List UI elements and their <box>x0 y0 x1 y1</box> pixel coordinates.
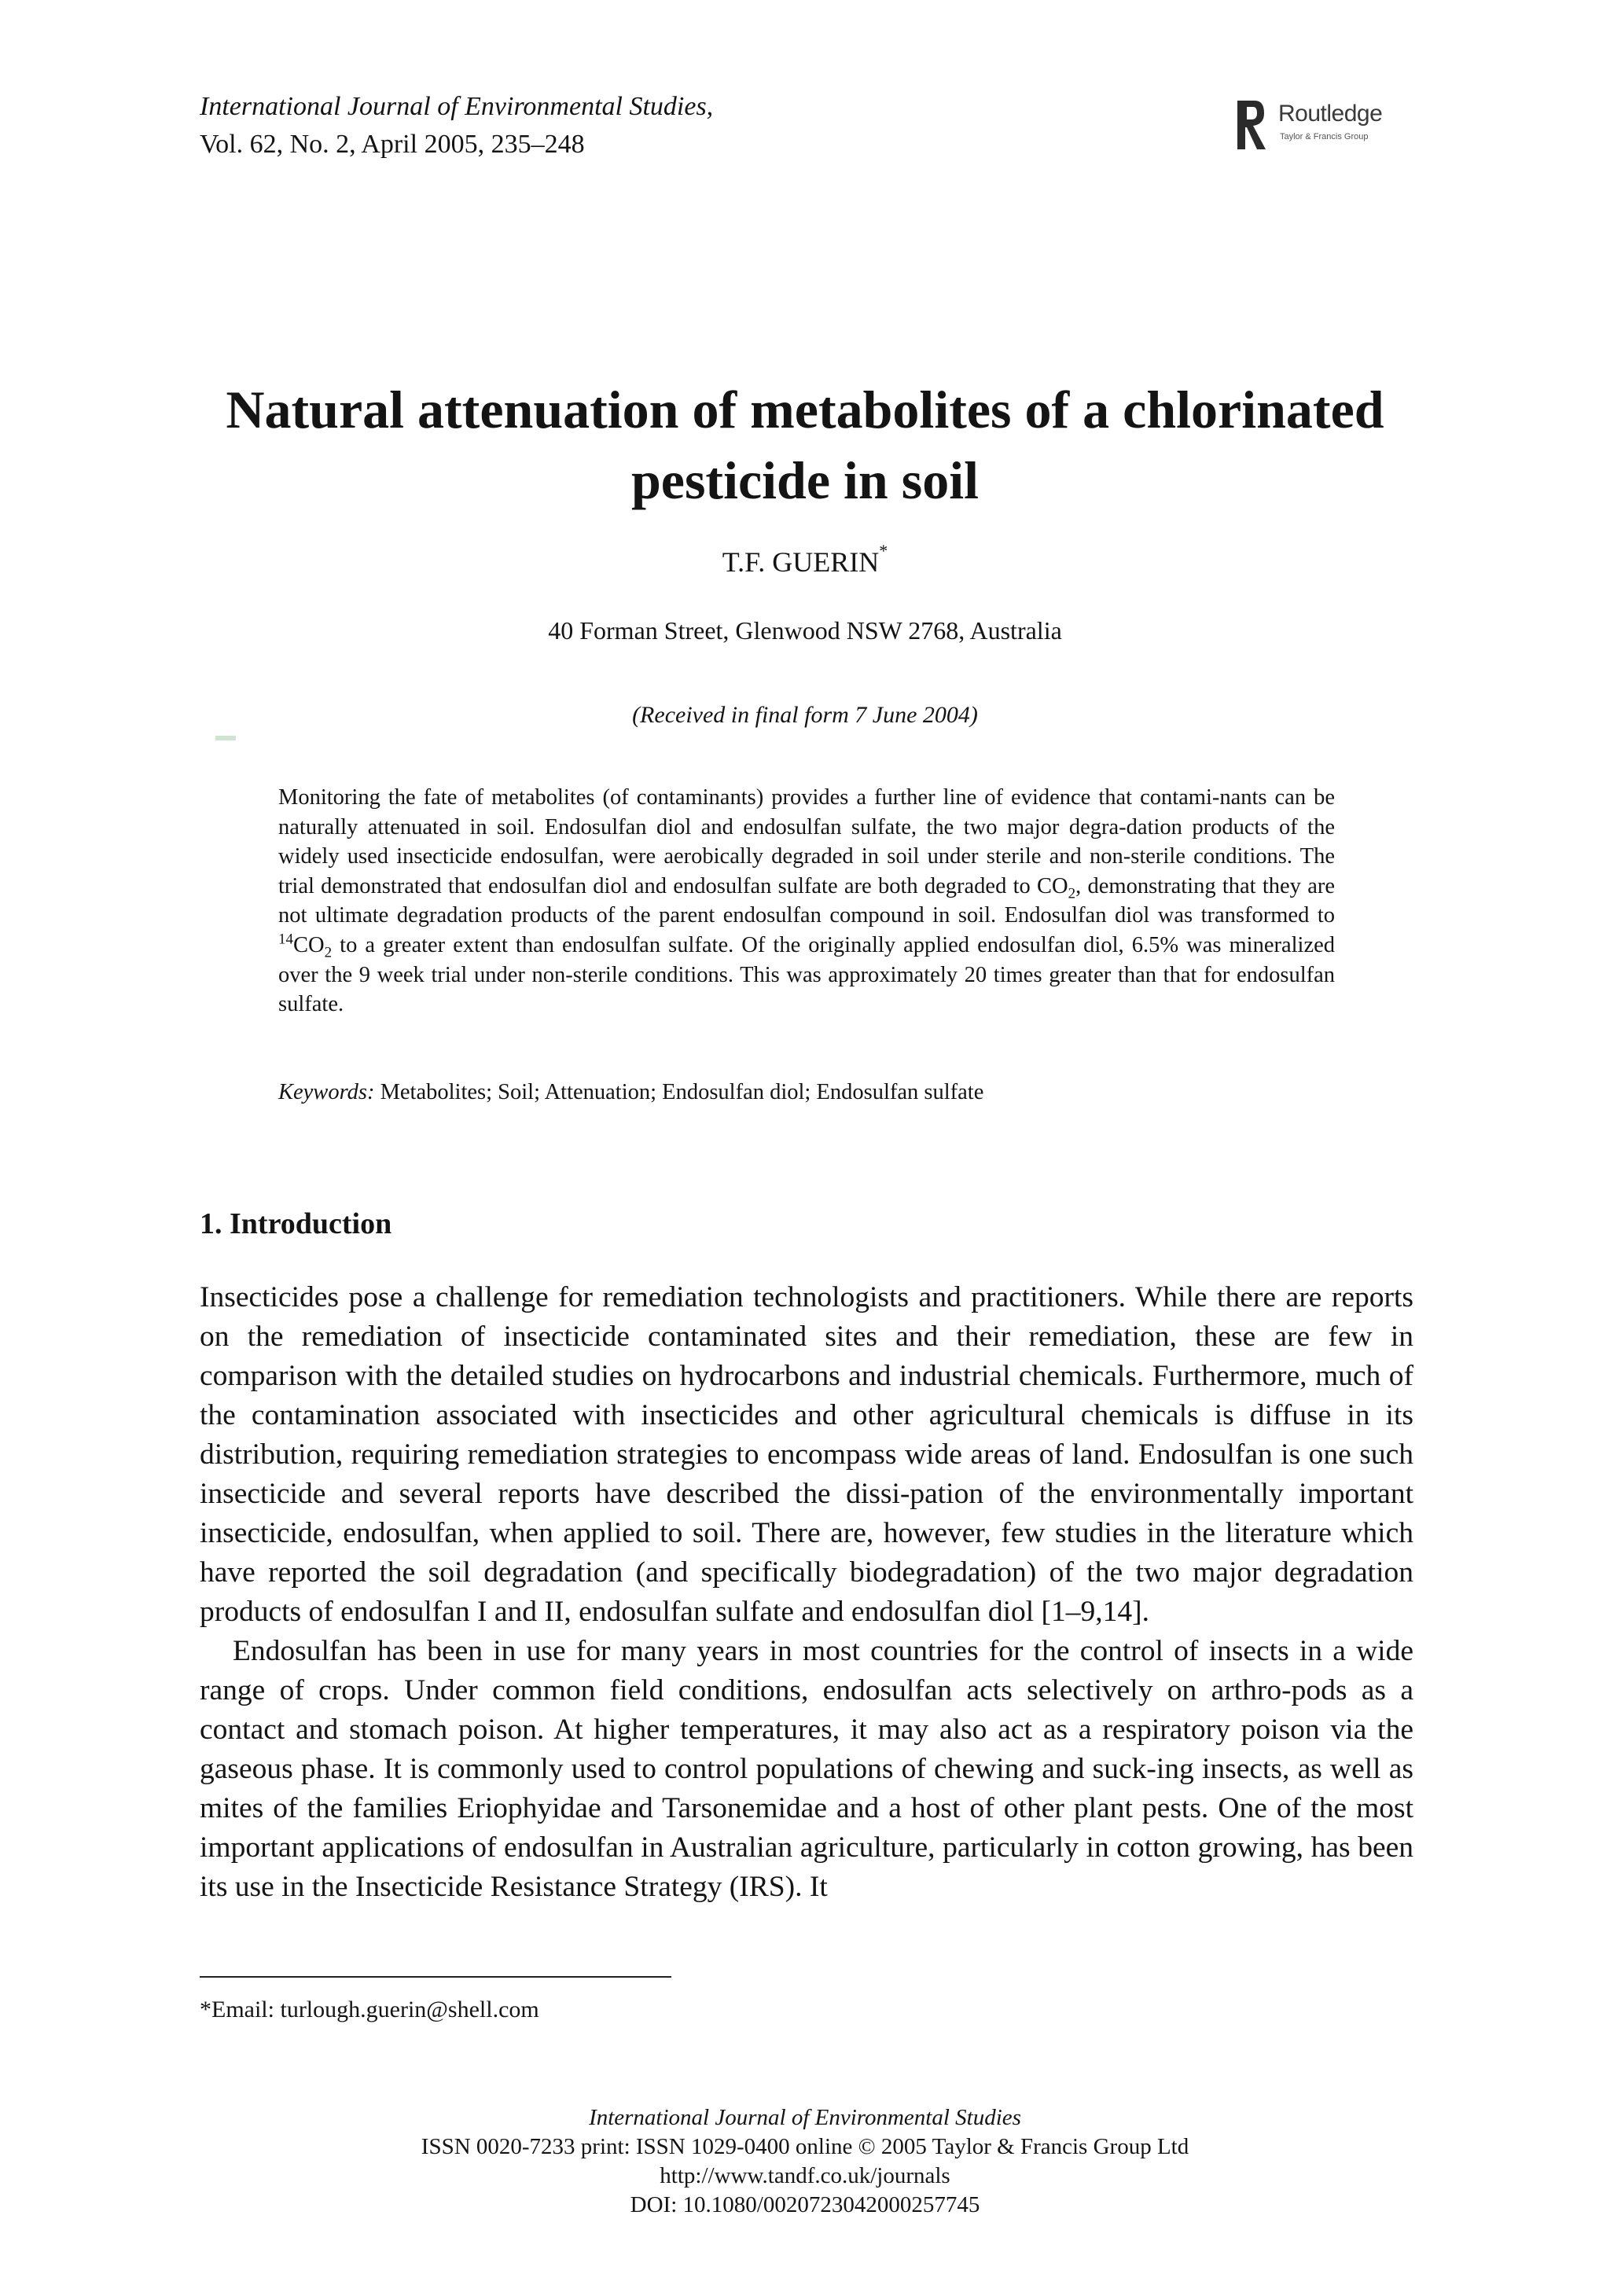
publisher-logo-subtext: Taylor & Francis Group <box>1280 132 1369 141</box>
journal-volume: Vol. 62, No. 2, April 2005, 235–248 <box>200 130 585 159</box>
publisher-logo <box>1236 97 1418 152</box>
page-footer <box>0 2103 1610 2220</box>
footnote: *Email: turlough.guerin@shell.com <box>200 1997 539 2022</box>
body-paragraph: Insecticides pose a challenge for remediation technologists and practitioners. While there are reports on the remediation of insecticide contaminated sites and their remediation, these are few in comparison with the detailed studies on hydrocarbons and industrial chemicals. Furthermore, much of the contamination associated with insecticides and other agricultural chemicals is diffuse in its distribution, requiring remediation strategies to encompass wide areas of land. Endosulfan is one such insecticide and several reports have described the dissi-pation of the environmentally important insecticide, endosulfan, when applied to soil. There are, however, few studies in the literature which have reported the soil degradation (and specifically biodegradation) of the two major degradation products of endosulfan I and II, endosulfan sulfate and endosulfan diol [1–9,14]. <box>200 1281 1413 1628</box>
abstract-superscript-1: 14 <box>278 931 293 948</box>
author-name: T.F. GUERIN <box>722 546 880 578</box>
section-heading: 1. Introduction <box>200 1207 392 1240</box>
journal-name: International Journal of Environmental Studies, <box>200 92 714 121</box>
abstract-text-4: to a greater extent than endosulfan sulfate. Of the originally applied endosulfan diol, 6.5% was mineralized over the 9 week trial under non-sterile conditions. This was approximately 20 times greater than that for endosulfan sulfate. <box>278 932 1335 1017</box>
author-footnote-mark: * <box>879 541 888 560</box>
routledge-logo-icon <box>1236 97 1267 152</box>
footnote-rule <box>200 1976 671 1978</box>
body-paragraph: Endosulfan has been in use for many years in most countries for the control of insects in a wide range of crops. Under common field conditions, endosulfan acts selectively on arthro-pods as a contact and stomach poison. At higher temperatures, it may also act as a respiratory poison via the gaseous phase. It is commonly used to control populations of chewing and suck-ing insects, as well as mites of the families Eriophyidae and Tarsonemidae and a host of other plant pests. One of the most important applications of endosulfan in Australian agriculture, particularly in cotton growing, has been its use in the Insecticide Resistance Strategy (IRS). It <box>200 1635 1413 1903</box>
footer-doi[interactable]: DOI: 10.1080/0020723042000257745 <box>630 2192 980 2217</box>
received-date: (Received in final form 7 June 2004) <box>632 702 978 728</box>
article-title: Natural attenuation of metabolites of a chlorinated pesticide in soil <box>226 380 1384 510</box>
abstract-subscript-1: 2 <box>1068 885 1076 902</box>
keywords <box>278 1080 1335 1105</box>
abstract-text-2: , demonstrating that they are not ultimate degradation products of the parent endosulfan compound in soil. Endosulfan diol was transformed to <box>278 873 1335 928</box>
margin-mark <box>215 736 236 740</box>
footer-url[interactable]: http://www.tandf.co.uk/journals <box>660 2163 950 2188</box>
abstract-subscript-2: 2 <box>324 944 333 961</box>
keywords-list: Metabolites; Soil; Attenuation; Endosulfan diol; Endosulfan sulfate <box>374 1080 984 1104</box>
publisher-logo-name: Routledge <box>1278 101 1383 127</box>
journal-header <box>200 88 713 163</box>
abstract <box>278 783 1335 1019</box>
author-affiliation: 40 Forman Street, Glenwood NSW 2768, Australia <box>548 616 1062 645</box>
author-line <box>0 541 1610 579</box>
keywords-label: Keywords: <box>278 1080 375 1104</box>
footer-journal: International Journal of Environmental Studies <box>589 2105 1021 2130</box>
abstract-text-3: CO <box>293 932 325 957</box>
footer-issn: ISSN 0020-7233 print: ISSN 1029-0400 online © 2005 Taylor & Francis Group Ltd <box>421 2134 1189 2159</box>
abstract-text-1: Monitoring the fate of metabolites (of contaminants) provides a further line of evidence that contami-nants can be naturally attenuated in soil. Endosulfan diol and endosulfan sulfate, the two major degra-dation products of the widely used insecticide endosulfan, were aerobically degraded in soil under sterile and non-sterile conditions. The trial demonstrated that endosulfan diol and endosulfan sulfate are both degraded to CO <box>278 785 1335 898</box>
body-text <box>200 1278 1413 1907</box>
